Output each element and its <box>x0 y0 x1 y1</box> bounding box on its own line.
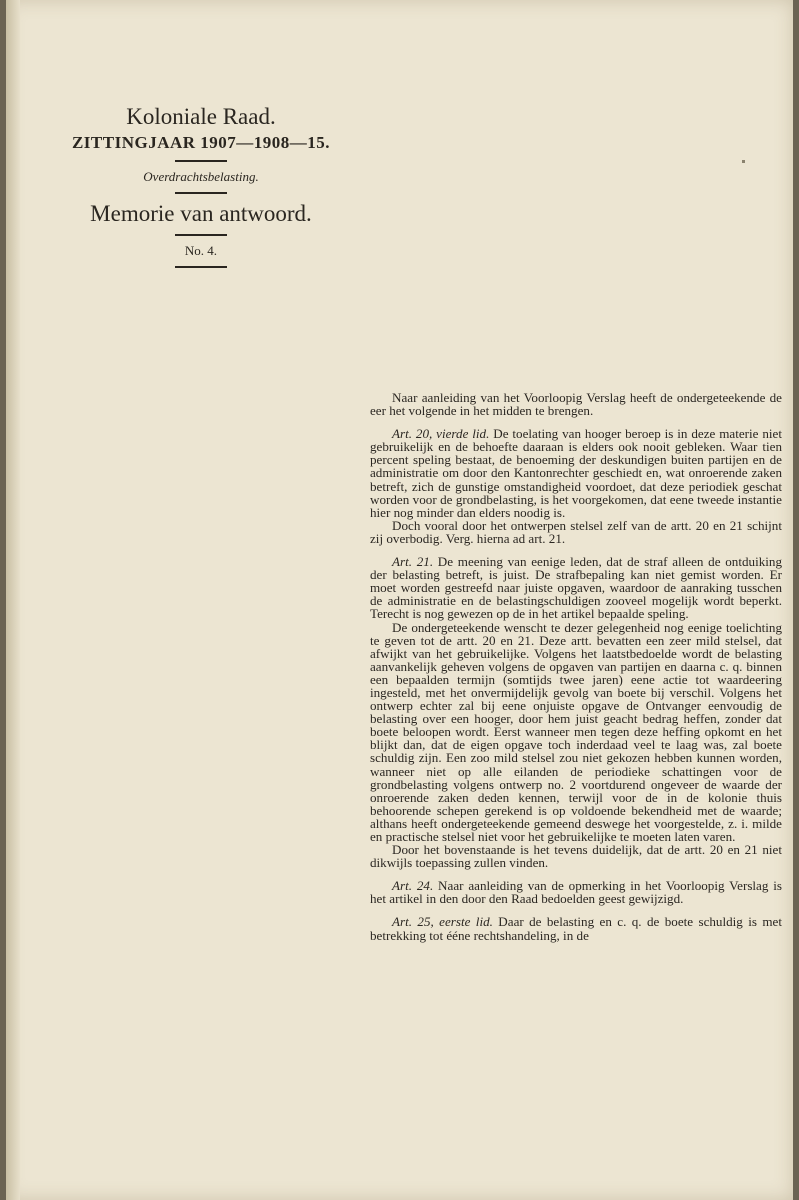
divider <box>175 160 227 162</box>
paragraph-text: De meening van eenige leden, dat de straf alleen de ontduiking der belasting betreft, is juist. De strafbepaling kan niet gemist worden. Er moet worden gestreefd naar juiste opgaven, waardoor de aanraking tusschen de administratie en de belastingschuldigen zooveel mogelijk wordt beperkt. Terecht is nog gewezen op de in het artikel bepaalde speling. <box>370 554 782 622</box>
paragraph-text: De toelating van hooger beroep is in deze materie niet gebruikelijk en de behoefte daaraan is elders ook nooit gebleken. Waar tien percent speling bestaat, de benoeming der deskundigen buiten partijen en de administratie om door den Kantonrechter geschiedt en, wat onroerende zaken betreft, zich de gunstige omstandigheid voordoet, dat deze periodiek geschat worden voor de grondbelasting, is het voorgekomen, dat eene tweede instantie hier nog minder dan elders noodig is. <box>370 426 782 520</box>
paragraph-text: Doch vooral door het ontwerpen stelsel zelf van de artt. 20 en 21 schijnt zij overbodig. Verg. hierna ad art. 21. <box>370 517 782 546</box>
document-page <box>6 0 793 1200</box>
paragraph-text: Naar aanleiding van de opmerking in het Voorloopig Verslag is het artikel in den door den Raad bedoelden geest gewijzigd. <box>370 878 782 907</box>
page-edge <box>6 0 20 1200</box>
paragraph-text: De ondergeteekende wenscht te dezer gelegenheid nog eenige toelichting te geven tot de artt. 20 en 21. Deze artt. bevatten een zeer mild stelsel, dat afwijkt van het gebruikelijke. Volgens het laatstbedoelde wordt de belasting aanvankelijk geheven volgens de opgaven van partijen en daarna c. q. binnen een bepaalden termijn (somtijds twee jaren) eene actie tot waardeering ingesteld, met het onvermijdelijk gevolg van boete bij verschil. Volgens het ontwerp echter zal bij eene onjuiste opgave de Ontvanger eenvoudig de belasting over een hooger, door hem juist geacht bedrag heffen, zonder dat boete beloopen wordt. Eerst wanneer men tegen deze heffing opkomt en het blijkt dan, dat de eigen opgave toch inderdaad veel te laag was, zal boete schuldig zijn. Een zoo mild stelsel zou niet gekozen hebben kunnen worden, wanneer niet op alle eilanden de periodieke schattingen voor de grondbelasting volgens ontwerp no. 2 voortdurend ongeveer de waarde der onroerende zaken deden kennen, terwijl voor de in de kolonie thuis behoorende schepen gerekend is op voldoende bekendheid met de waarde; althans heeft ondergeteekende gemeend deswege het voorgestelde, z. i. milde en practische stelsel niet voor het gebruikelijke te moeten laten varen. <box>370 619 782 844</box>
paragraph-text: Door het bovenstaande is het tevens duidelijk, dat de artt. 20 en 21 niet dikwijls toepassing zullen vinden. <box>370 842 782 871</box>
divider <box>175 192 227 194</box>
paragraph <box>370 427 782 519</box>
document-number: No. 4. <box>184 243 218 258</box>
session-year: ZITTINGJAAR 1907—1908—15. <box>71 133 331 152</box>
body-text <box>370 391 782 942</box>
council-name: Koloniale Raad. <box>126 104 276 129</box>
paragraph <box>370 915 782 941</box>
paragraph <box>370 621 782 844</box>
document-title: Memorie van antwoord. <box>90 201 312 226</box>
article-ref: Art. 21. <box>392 554 434 570</box>
subject-line: Overdrachtsbelasting. <box>143 169 259 184</box>
margin-mark <box>742 160 745 163</box>
paragraph <box>370 843 782 869</box>
paragraph <box>370 879 782 905</box>
divider <box>175 234 227 236</box>
article-ref: Art. 24. <box>392 878 434 894</box>
divider <box>175 266 227 268</box>
paragraph-text: Naar aanleiding van het Voorloopig Verslag heeft de ondergeteekende de eer het volgende in het midden te brengen. <box>370 390 782 419</box>
document-header <box>46 104 356 274</box>
article-ref: Art. 20, vierde lid. <box>392 426 490 442</box>
paragraph <box>370 555 782 620</box>
paragraph-text: Daar de belasting en c. q. de boete schuldig is met betrekking tot ééne rechtshandeling, in de <box>370 914 782 943</box>
paragraph <box>370 391 782 417</box>
paragraph <box>370 519 782 545</box>
article-ref: Art. 25, eerste lid. <box>392 914 493 930</box>
